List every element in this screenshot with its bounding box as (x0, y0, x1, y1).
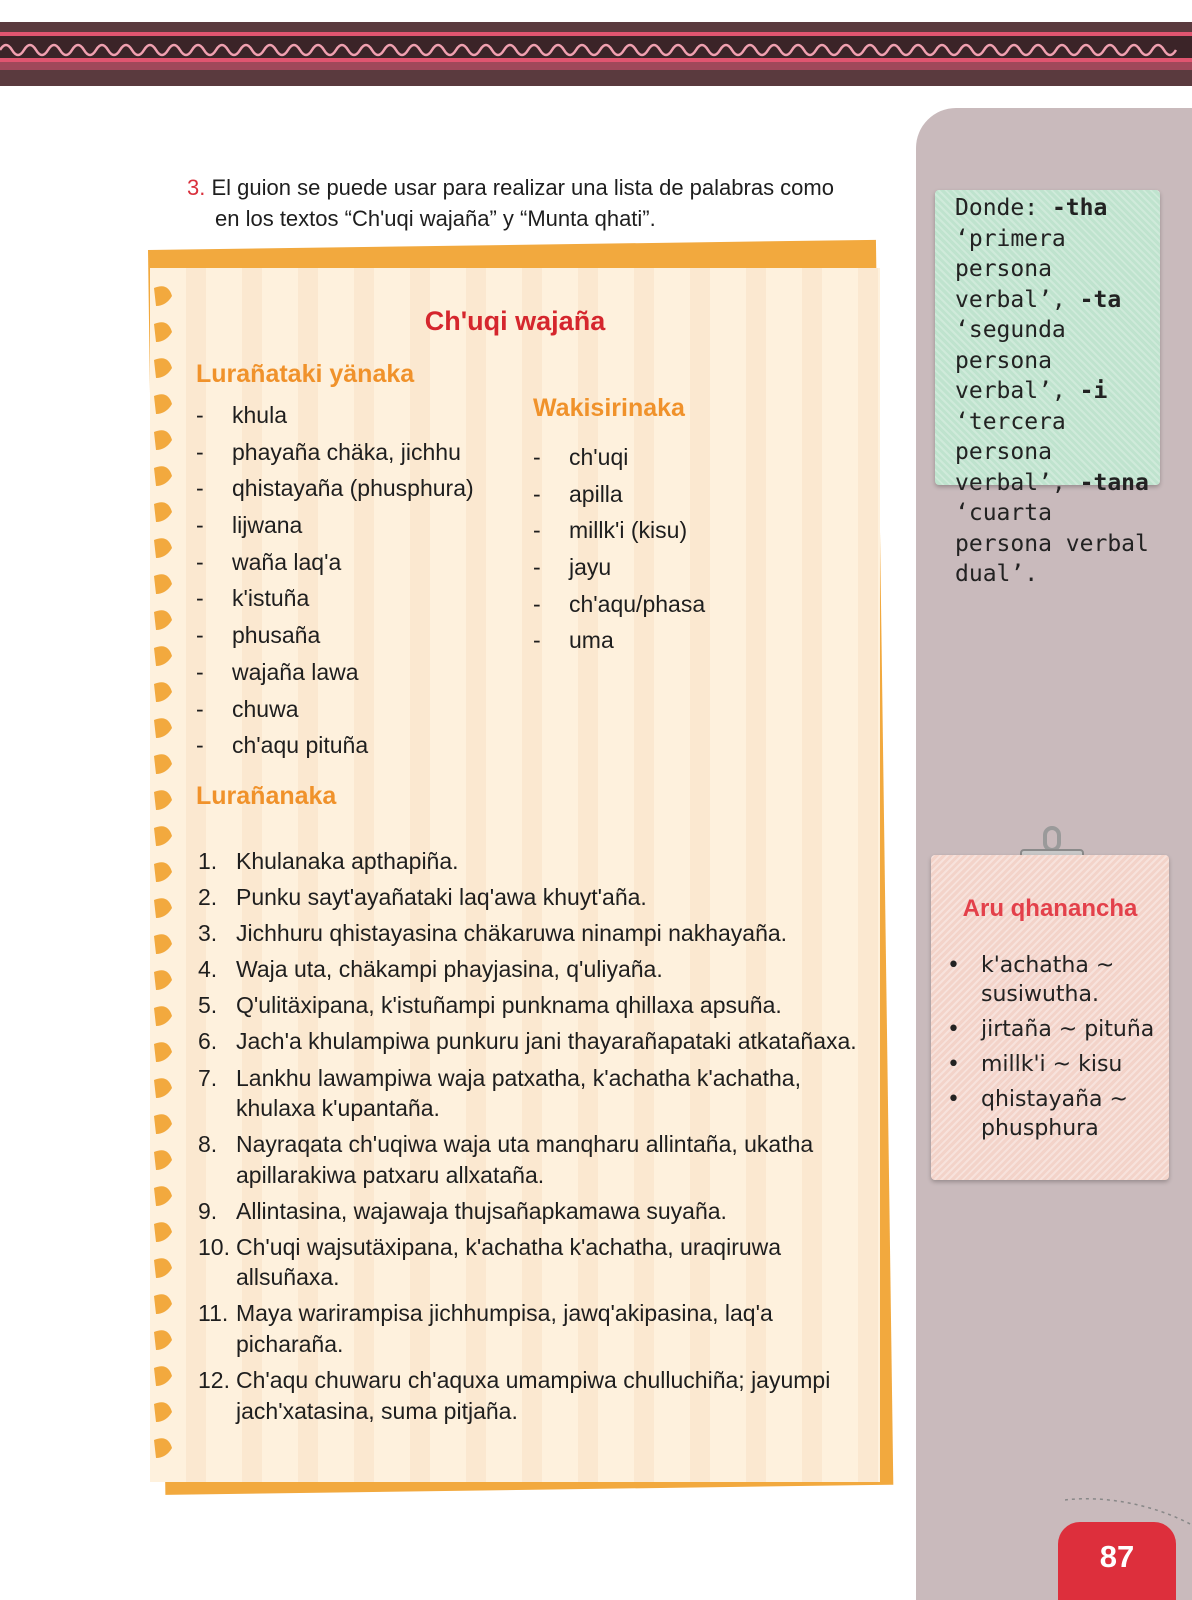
step-number: 9. (198, 1197, 218, 1224)
dash-marker: - (196, 512, 204, 539)
tool-text: khula (232, 402, 287, 428)
bullet-marker: • (947, 1087, 960, 1112)
step-text: Ch'aqu chuwaru ch'aquxa umampiwa chulluchiña; jayumpi jach'xatasina, suma pitjaña. (236, 1367, 831, 1424)
step-item (198, 1026, 858, 1057)
dash-marker: - (533, 480, 541, 507)
synonym-item (947, 1050, 1167, 1079)
ingredient-text: jayu (569, 554, 612, 581)
step-text: Waja uta, chäkampi phayjasina, q'uliyaña. (236, 956, 663, 983)
ingredient-text: uma (569, 627, 614, 654)
step-text: Nayraqata ch'uqiwa waja uta manqharu allintaña, ukatha apillarakiwa patxaru allxataña. (236, 1131, 814, 1188)
step-text: Q'ulitäxipana, k'istuñampi punknama qhillaxa apsuña. (236, 992, 782, 1019)
synonym-text: jirtaña ~ pituña (981, 1017, 1155, 1042)
step-text: Ch'uqi wajsutäxipana, k'achatha k'achatha, uraqiruwa allsuñaxa. (236, 1233, 782, 1291)
page-number: 87 (1058, 1522, 1176, 1600)
tool-text: chuwa (232, 695, 299, 722)
dash-marker: - (196, 475, 204, 502)
tool-text: ch'aqu pituña (232, 732, 369, 759)
synonym-text: k'achatha ~ susiwutha. (981, 953, 1115, 1007)
ingredient-text: apilla (569, 480, 623, 507)
synonyms-list (947, 951, 1167, 1149)
step-item (198, 1232, 858, 1293)
recipe-title: Ch'uqi wajaña (424, 306, 606, 336)
tool-item (196, 655, 516, 692)
torn-paper-edge (150, 268, 184, 1482)
tool-text: lijwana (232, 512, 303, 539)
ingredients-list (533, 440, 833, 660)
ingredient-item (533, 550, 833, 587)
instruction-line-2: en los textos “Ch'uqi wajaña” y “Munta qhati”. (215, 206, 656, 231)
step-number: 2. (198, 884, 218, 911)
dash-marker: - (196, 402, 204, 428)
step-item (198, 1129, 858, 1190)
tool-item (196, 728, 516, 765)
steps-list (198, 846, 858, 1432)
tool-item (196, 618, 516, 655)
tool-text: qhistayaña (phusphura) (232, 475, 474, 502)
dash-marker: - (196, 548, 204, 575)
synonym-text: qhistayaña ~ phusphura (981, 1087, 1128, 1141)
step-item (198, 1298, 858, 1359)
tool-item (196, 508, 516, 545)
steps-heading: Lurañanaka (196, 782, 337, 810)
step-text: Punku sayt'ayañataki laq'awa khuyt'aña. (236, 884, 647, 911)
bullet-marker: • (947, 953, 960, 978)
step-number: 10. (198, 1233, 230, 1260)
tool-item (196, 692, 516, 729)
step-item (198, 990, 858, 1021)
bullet-marker: • (947, 1052, 960, 1077)
note-suffix-4: -tana (1079, 469, 1149, 496)
ingredient-item (533, 623, 833, 660)
step-number: 1. (198, 848, 218, 874)
tool-text: k'istuña (232, 585, 310, 612)
step-number: 6. (198, 1028, 218, 1055)
step-number: 5. (198, 992, 218, 1019)
bullet-marker: • (947, 1017, 960, 1042)
tool-text: wajaña lawa (232, 658, 359, 685)
synonyms-title: Aru qhanancha (962, 895, 1138, 922)
instruction-number: 3. (187, 175, 206, 200)
step-item (198, 1063, 858, 1124)
step-text: Allintasina, wajawaja thujsañapkamawa suyaña. (236, 1197, 727, 1224)
tools-heading: Lurañataki yänaka (196, 360, 415, 388)
step-item (198, 846, 858, 877)
note-text-1: Donde: (955, 195, 1052, 221)
tool-text: waña laq'a (232, 548, 342, 575)
note-text-2: ‘primera persona verbal’, (955, 225, 1080, 313)
tool-item (196, 545, 516, 582)
ingredient-item (533, 513, 833, 550)
note-suffix-1: -tha (1051, 195, 1108, 221)
step-text: Jichhuru qhistayasina chäkaruwa ninampi nakhayaña. (236, 920, 788, 947)
step-item (198, 882, 858, 913)
dash-marker: - (196, 732, 204, 759)
note-suffix-2: -ta (1079, 286, 1122, 313)
step-number: 7. (198, 1064, 218, 1091)
decorative-border-band (0, 0, 1192, 86)
dash-marker: - (533, 627, 541, 654)
instruction-line-1: El guion se puede usar para realizar una lista de palabras como (211, 175, 834, 200)
step-number: 8. (198, 1131, 218, 1158)
ingredient-item (533, 477, 833, 514)
dash-marker: - (533, 444, 541, 470)
tool-item (196, 581, 516, 618)
step-text: Maya warirampisa jichhumpisa, jawq'akipasina, laq'a picharaña. (236, 1300, 773, 1357)
grammar-note-text (955, 193, 1155, 590)
dash-marker: - (533, 590, 541, 617)
tool-item (196, 398, 516, 435)
step-item (198, 1196, 858, 1227)
ingredient-item (533, 587, 833, 624)
dash-marker: - (533, 517, 541, 544)
synonym-item (947, 1015, 1167, 1044)
step-number: 4. (198, 956, 218, 983)
tools-list (196, 398, 516, 765)
step-item (198, 1365, 858, 1426)
ingredient-text: ch'uqi (569, 444, 629, 470)
step-item (198, 918, 858, 949)
dash-marker: - (196, 622, 204, 649)
dash-marker: - (533, 554, 541, 581)
step-text: Khulanaka apthapiña. (236, 848, 459, 874)
step-number: 11. (198, 1300, 229, 1327)
note-text-4: ‘tercera persona verbal’, (955, 408, 1080, 496)
step-text: Jach'a khulampiwa punkuru jani thayarañapataki atkatañaxa. (236, 1028, 857, 1055)
tool-item (196, 435, 516, 472)
dash-marker: - (196, 658, 204, 685)
step-number: 12. (198, 1367, 230, 1394)
note-suffix-3: -i (1079, 378, 1108, 404)
grammar-note-card (935, 190, 1160, 587)
synonym-item (947, 951, 1167, 1009)
ingredient-text: millk'i (kisu) (569, 517, 688, 544)
dash-marker: - (196, 695, 204, 722)
synonyms-card (931, 855, 1169, 1180)
note-text-3: ‘segunda persona verbal’, (955, 317, 1080, 404)
ingredient-item (533, 440, 833, 477)
dash-marker: - (196, 438, 204, 465)
step-item (198, 954, 858, 985)
dash-marker: - (196, 585, 204, 612)
instruction-text (187, 172, 897, 234)
note-text-5: ‘cuarta persona verbal dual’. (955, 500, 1149, 587)
tool-item (196, 471, 516, 508)
synonym-item (947, 1085, 1167, 1143)
step-text: Lankhu lawampiwa waja patxatha, k'achatha k'achatha, khulaxa k'upantaña. (236, 1064, 801, 1122)
synonym-text: millk'i ~ kisu (981, 1052, 1123, 1077)
ingredients-heading: Wakisirinaka (533, 394, 685, 422)
tool-text: phusaña (232, 622, 321, 649)
step-number: 3. (198, 920, 218, 947)
tool-text: phayaña chäka, jichhu (232, 438, 461, 465)
ingredient-text: ch'aqu/phasa (569, 590, 706, 617)
